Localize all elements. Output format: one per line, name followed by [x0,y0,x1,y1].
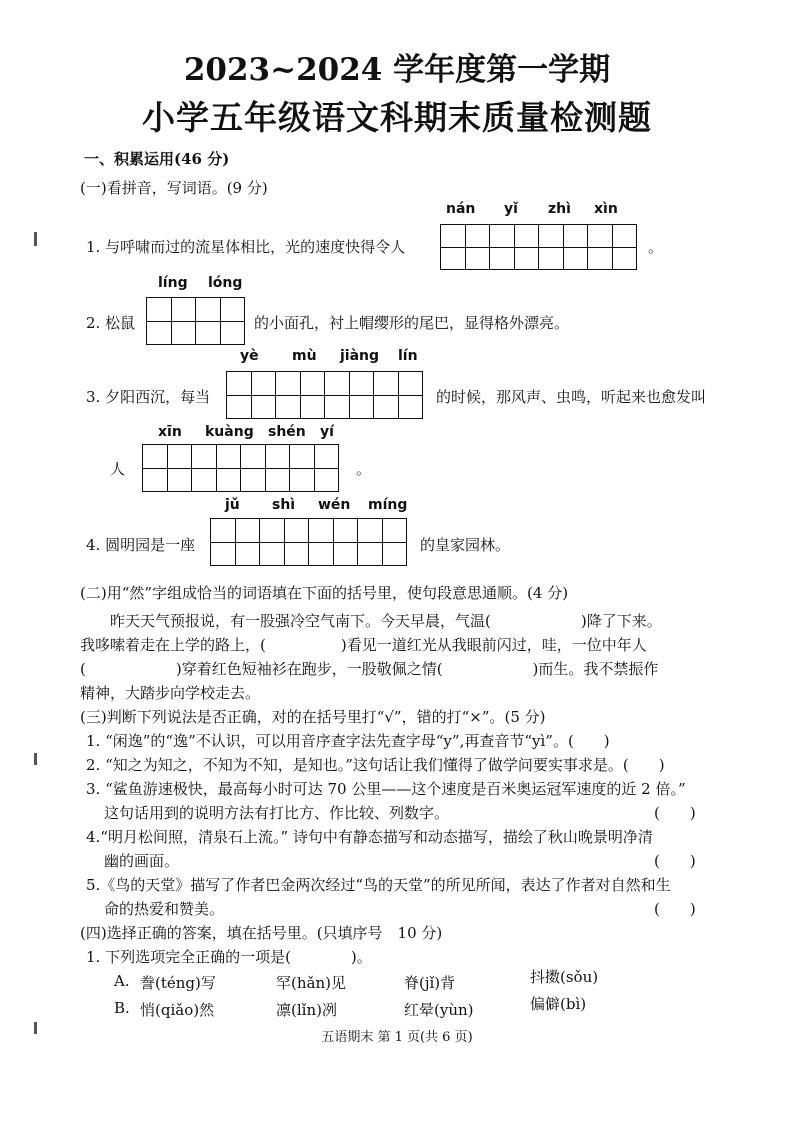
question-text: 1. 与呼啸而过的流星体相比，光的速度快得令人 [86,238,406,256]
binding-margin-mark [34,753,37,765]
question-text: 的皇家园林。 [420,536,511,554]
part2-heading: (二)用“然”字组成恰当的词语填在下面的括号里，使句段意思通顺。(4 分) [80,584,569,602]
option-word: 誊(téng)写 [140,974,216,992]
option-word: 脊(jǐ)背 [404,974,456,992]
writing-grid[interactable] [142,444,339,492]
pinyin: míng [368,497,408,513]
choice-question: 1. 下列选项完全正确的一项是( )。 [86,948,372,966]
pinyin: líng [158,275,188,291]
question-text: 3. 夕阳西沉，每当 [86,388,211,406]
part1-heading: (一)看拼音，写词语。(9 分) [80,179,268,197]
question-text: 的小面孔，衬上帽缨形的尾巴，显得格外漂亮。 [254,314,570,332]
pinyin: jiàng [340,348,380,364]
answer-paren[interactable]: ( ) [654,852,696,870]
pinyin: lóng [208,275,243,291]
fill-in-line: 昨天天气预报说，有一股强冷空气南下。今天早晨，气温( )降了下来。 [110,612,662,630]
question-text: 。 [356,460,372,478]
pinyin: shén [268,424,306,440]
option-label: B. [114,999,130,1017]
exam-title-line2: 小学五年级语文科期末质量检测题 [142,98,652,137]
writing-grid[interactable] [226,371,423,419]
question-text: 人 [110,460,126,478]
pinyin: yí [320,424,334,440]
option-label: A. [114,972,130,990]
option-word: 凛(lǐn)冽 [276,1001,337,1019]
judgement-item: 命的热爱和赞美。 [104,900,225,918]
question-text: 2. 松鼠 [86,314,136,332]
question-text: 4. 圆明园是一座 [86,536,196,554]
page-footer: 五语期末 第 1 页(共 6 页) [321,1030,473,1045]
pinyin: wén [318,497,351,513]
pinyin: zhì [548,201,571,217]
option-word: 红晕(yùn) [404,1001,474,1019]
binding-margin-mark [34,232,37,246]
option-word: 抖擞(sǒu) [530,968,599,986]
pinyin: yǐ [504,201,518,217]
writing-grid[interactable] [440,224,637,270]
option-word: 罕(hǎn)见 [276,974,346,992]
judgement-item: 3. “鲨鱼游速极快，最高每小时可达 70 公里——这个速度是百米奥运冠军速度的近 2 倍。” [86,780,686,798]
judgement-item: 2. “知之为知之，不知为不知，是知也。”这句话让我们懂得了做学问要实事求是。( ) [86,756,665,774]
judgement-item: 幽的画面。 [104,852,180,870]
section-heading: 一、积累运用(46 分) [84,150,230,168]
fill-in-line: 我哆嗦着走在上学的路上，( )看见一道红光从我眼前闪过，哇，一位中年人 [80,636,647,654]
pinyin: shì [272,497,296,513]
pinyin: kuàng [205,424,254,440]
judgement-item: 5.《鸟的天堂》描写了作者巴金两次经过“鸟的天堂”的所见所闻，表达了作者对自然和生 [86,876,671,894]
part4-heading: (四)选择正确的答案，填在括号里。(只填序号 10 分) [80,924,443,942]
option-word: 悄(qiǎo)然 [140,1001,215,1019]
fill-in-line: 精神，大踏步向学校走去。 [80,684,261,702]
pinyin: yè [240,348,259,364]
part3-heading: (三)判断下列说法是否正确，对的在括号里打“√”，错的打“×”。(5 分) [80,708,546,726]
pinyin: jǔ [225,497,240,513]
pinyin: lín [398,348,418,364]
writing-grid[interactable] [210,518,407,566]
pinyin: xīn [158,424,182,440]
judgement-item: 4.“明月松间照，清泉石上流。” 诗句中有静态描写和动态描写，描绘了秋山晚景明净清 [86,828,653,846]
judgement-item: 1. “闲逸”的“逸”不认识，可以用音序查字法先查字母“y”,再查音节“yì”。( ) [86,732,610,750]
answer-paren[interactable]: ( ) [654,804,696,822]
writing-grid[interactable] [146,297,245,345]
exam-title-line1: 2023~2024 学年度第一学期 [183,52,611,88]
fill-in-line: ( )穿着红色短袖衫在跑步，一股敬佩之情( )而生。我不禁振作 [80,660,659,678]
pinyin: xìn [594,201,618,217]
pinyin: nán [446,201,476,217]
answer-paren[interactable]: ( ) [654,900,696,918]
question-text: 的时候，那风声、虫鸣，听起来也愈发叫 [436,388,707,406]
judgement-item: 这句话用到的说明方法有打比方、作比较、列数字。 [104,804,450,822]
question-text: 。 [648,238,664,256]
pinyin: mù [292,348,317,364]
option-word: 偏僻(bì) [530,995,587,1013]
